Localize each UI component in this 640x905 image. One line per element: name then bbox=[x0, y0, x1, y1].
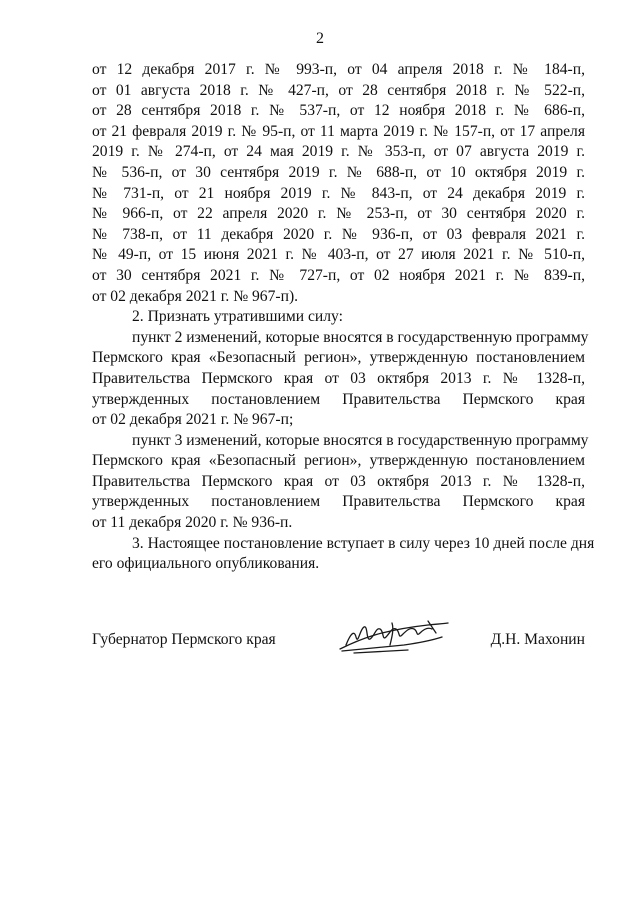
text-line: от 28 сентября 2018 г. № 537-п, от 12 ноября 2018 г. № 686-п, bbox=[92, 102, 585, 120]
text-line: от 02 декабря 2021 г. № 967-п; bbox=[92, 411, 294, 429]
document-body bbox=[92, 60, 595, 575]
text-line: от 21 февраля 2019 г. № 95-п, от 11 марта 2019 г. № 157-п, от 17 апреля bbox=[92, 122, 585, 140]
text-line: № 49-п, от 15 июня 2021 г. № 403-п, от 27 июля 2021 г. № 510-п, bbox=[92, 246, 585, 264]
text-line: 2019 г. № 274-п, от 24 мая 2019 г. № 353-п, от 07 августа 2019 г. bbox=[92, 143, 585, 161]
text-line: Правительства Пермского края от 03 октября 2013 г. № 1328-п, bbox=[92, 369, 585, 387]
text-line: пункт 2 изменений, которые вносятся в государственную программу bbox=[132, 328, 589, 346]
page-number: 2 bbox=[316, 30, 324, 47]
text-line: Пермского края «Безопасный регион», утвержденную постановлением bbox=[92, 452, 585, 470]
text-line: № 731-п, от 21 ноября 2019 г. № 843-п, от 24 декабря 2019 г. bbox=[92, 184, 585, 202]
signatory-title: Губернатор Пермского края bbox=[92, 631, 276, 648]
text-line: 2. Признать утратившими силу: bbox=[132, 308, 343, 326]
text-line: от 02 декабря 2021 г. № 967-п). bbox=[92, 287, 299, 305]
text-line: от 01 августа 2018 г. № 427-п, от 28 сентября 2018 г. № 522-п, bbox=[92, 81, 585, 99]
text-line: от 12 декабря 2017 г. № 993-п, от 04 апреля 2018 г. № 184-п, bbox=[92, 61, 585, 78]
text-line: № 966-п, от 22 апреля 2020 г. № 253-п, от 30 сентября 2020 г. bbox=[92, 205, 585, 223]
text-line: Пермского края «Безопасный регион», утвержденную постановлением bbox=[92, 349, 585, 367]
signatory-name: Д.Н. Махонин bbox=[490, 631, 585, 648]
text-line: пункт 3 изменений, которые вносятся в государственную программу bbox=[132, 431, 589, 449]
text-line: от 11 декабря 2020 г. № 936-п. bbox=[92, 514, 293, 532]
handwritten-signature bbox=[332, 615, 452, 659]
text-line: утвержденных постановлением Правительства Пермского края bbox=[92, 390, 585, 408]
signature-block bbox=[92, 625, 585, 665]
text-line: от 30 сентября 2021 г. № 727-п, от 02 ноября 2021 г. № 839-п, bbox=[92, 266, 585, 284]
text-line: утвержденных постановлением Правительства Пермского края bbox=[92, 493, 585, 511]
section-2-heading bbox=[92, 307, 585, 328]
point-2-paragraph bbox=[92, 328, 589, 431]
point-3-paragraph bbox=[92, 431, 589, 534]
text-line: его официального опубликования. bbox=[92, 555, 320, 573]
text-line: 3. Настоящее постановление вступает в силу через 10 дней после дня bbox=[132, 534, 595, 552]
text-line: Правительства Пермского края от 03 октября 2013 г. № 1328-п, bbox=[92, 472, 585, 490]
intro-paragraph bbox=[92, 60, 585, 307]
section-3-paragraph bbox=[92, 534, 595, 575]
text-line: № 738-п, от 11 декабря 2020 г. № 936-п, от 03 февраля 2021 г. bbox=[92, 225, 585, 243]
text-line: № 536-п, от 30 сентября 2019 г. № 688-п, от 10 октября 2019 г. bbox=[92, 163, 585, 181]
